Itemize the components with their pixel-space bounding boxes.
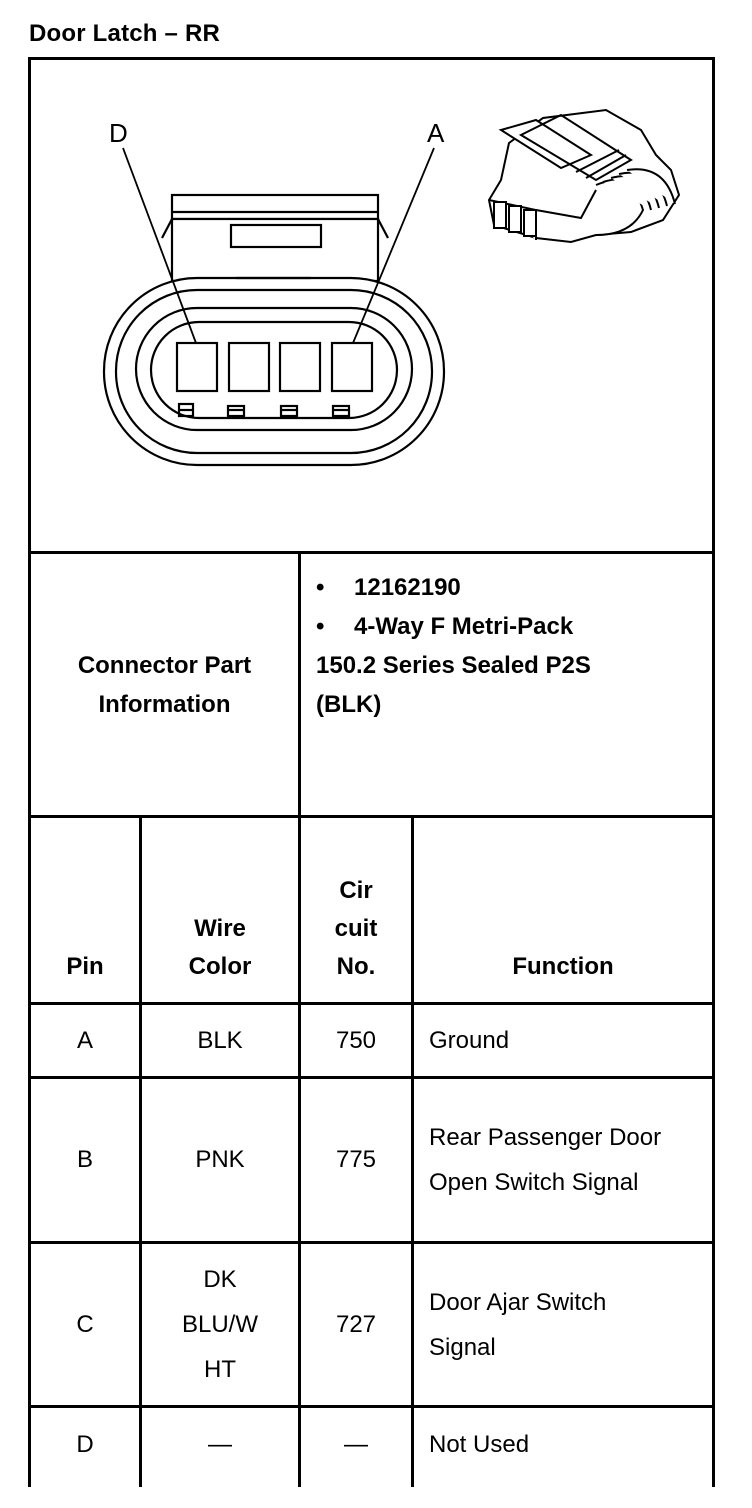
- circuit-cell: 775: [335, 1146, 377, 1173]
- bullet: •: [316, 613, 325, 640]
- header-circuit-number: Cir cuit No.: [334, 877, 378, 980]
- pin-a-label: A: [427, 118, 445, 148]
- pin-cell: D: [76, 1431, 94, 1458]
- pin-d-label: D: [109, 118, 128, 148]
- connector-part-info-label: Connector Part Information: [77, 651, 252, 718]
- part-number: 12162190: [354, 574, 461, 601]
- pin-cell: A: [76, 1026, 93, 1054]
- wire-color-cell: DK BLU/W HT: [181, 1266, 258, 1383]
- list-item: [316, 568, 706, 607]
- list-item: [316, 607, 706, 646]
- function-cell: Rear Passenger Door Open Switch Signal: [429, 1124, 662, 1196]
- header-function: Function: [512, 953, 614, 980]
- header-wire-color: Wire Color: [188, 915, 252, 980]
- page-title: Door Latch – RR: [29, 20, 221, 47]
- circuit-cell: 750: [335, 1026, 377, 1054]
- wire-color-cell: BLK: [197, 1026, 243, 1054]
- pin-cell: C: [76, 1310, 94, 1338]
- circuit-cell: 727: [335, 1310, 377, 1338]
- wire-color-cell: PNK: [195, 1146, 245, 1173]
- header-pin: Pin: [66, 953, 104, 980]
- function-cell: Ground: [429, 1026, 510, 1054]
- circuit-cell: —: [344, 1431, 368, 1458]
- pin-cell: B: [76, 1146, 93, 1173]
- function-cell: Not Used: [429, 1431, 530, 1458]
- connector-diagram: [31, 60, 712, 551]
- connector-part-info-values: [316, 568, 706, 724]
- bullet: •: [316, 574, 325, 601]
- connector-type: 4-Way F Metri-Pack: [354, 613, 574, 640]
- function-cell: Door Ajar Switch Signal: [429, 1288, 607, 1361]
- wire-color-cell: —: [208, 1431, 232, 1458]
- connector-isometric-icon: [489, 110, 679, 242]
- connector-series: 150.2 Series Sealed P2S (BLK): [316, 652, 591, 718]
